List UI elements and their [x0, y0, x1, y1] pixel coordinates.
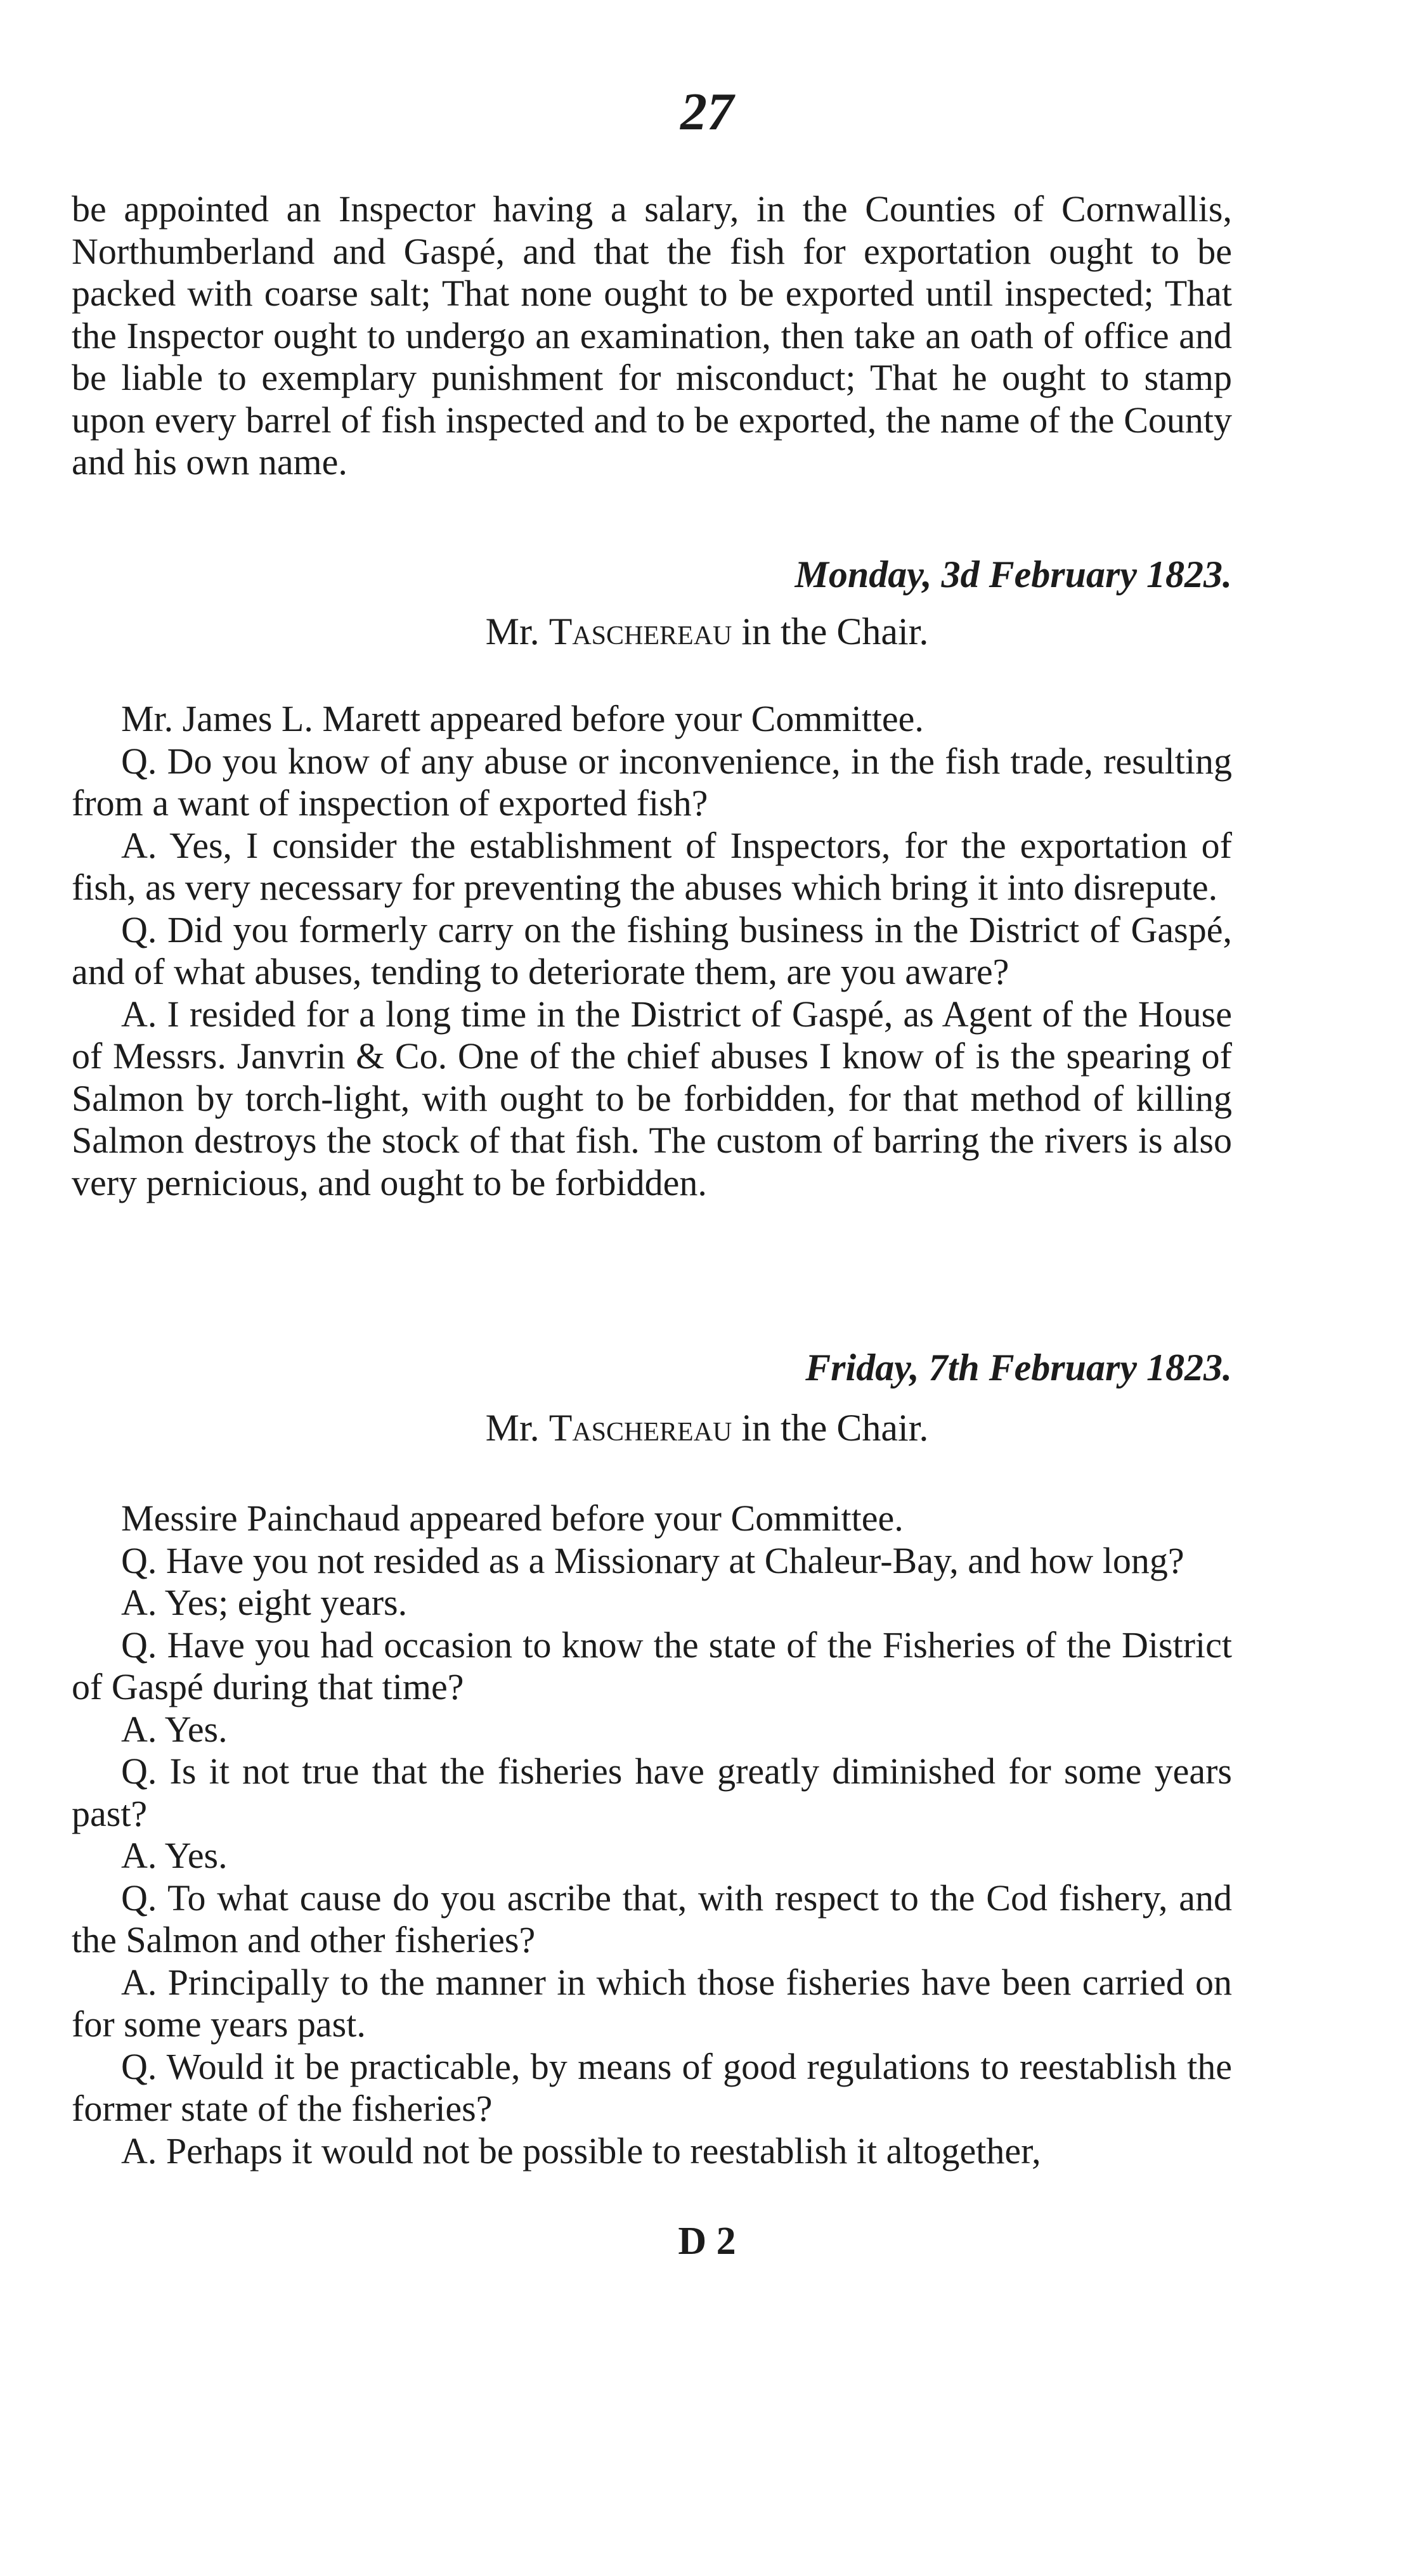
testimony-paragraph: A. Yes; eight years. [121, 1582, 408, 1623]
signature-mark: D 2 [678, 2220, 736, 2263]
testimony-paragraph: Q. Did you formerly carry on the fishing business in the District of Gaspé, and of what abuses, tending to deteriorate them, are you aware? [72, 909, 1232, 992]
chair-prefix: Mr. [485, 611, 549, 652]
testimony-paragraph: Mr. James L. Marett appeared before your Committee. [121, 698, 924, 739]
testimony-paragraph: A. Yes. [121, 1835, 228, 1876]
testimony-paragraph: A. Yes. [121, 1708, 228, 1750]
testimony-paragraph: Q. Have you had occasion to know the state of the Fisheries of the District of Gaspé during that time? [72, 1624, 1232, 1707]
session-monday-testimony [72, 698, 1232, 1204]
chair-suffix: in the Chair. [732, 611, 929, 652]
session-chair-friday [0, 1406, 1414, 1450]
intro-paragraph: be appointed an Inspector having a salary, in the Counties of Cornwallis, Northumberland and Gaspé, and that the fish for exportation ought to be packed with coarse salt; That none ought to be exported until inspected; That the Inspector ought to undergo an examination, then take an oath of office and be liable to exemplary punishment for misconduct; That he ought to stamp upon every barrel of fish inspected and to be exported, the name of the County and his own name. [72, 188, 1232, 482]
testimony-paragraph: A. Principally to the manner in which those fisheries have been carried on for some years past. [72, 1961, 1232, 2045]
testimony-paragraph: Messire Painchaud appeared before your Committee. [121, 1498, 904, 1539]
testimony-paragraph: Q. To what cause do you ascribe that, with respect to the Cod fishery, and the Salmon and other fisheries? [72, 1877, 1232, 1960]
page-number: 27 [680, 82, 734, 141]
testimony-paragraph: Q. Would it be practicable, by means of good regulations to reestablish the former state of the fisheries? [72, 2045, 1232, 2129]
chair-prefix: Mr. [485, 1407, 549, 1449]
chair-name: Taschereau [548, 1407, 732, 1449]
chair-suffix: in the Chair. [732, 1407, 929, 1449]
testimony-paragraph: Q. Do you know of any abuse or inconvenience, in the fish trade, resulting from a want of inspection of exported fish? [72, 740, 1232, 824]
testimony-paragraph: Q. Is it not true that the fisheries have greatly diminished for some years past? [72, 1751, 1232, 1834]
session-date-monday: Monday, 3d February 1823. [795, 553, 1232, 595]
session-chair-monday [0, 610, 1414, 654]
chair-name: Taschereau [548, 611, 732, 652]
testimony-paragraph: A. Yes, I consider the establishment of Inspectors, for the exportation of fish, as very necessary for preventing the abuses which bring it into disrepute. [72, 824, 1232, 908]
testimony-paragraph: A. I resided for a long time in the District of Gaspé, as Agent of the House of Messrs. Janvrin & Co. One of the chief abuses I know of is the spearing of Salmon by torch-light, with ought to be forbidden, for that method of killing Salmon destroys the stock of that fish. The custom of barring the rivers is also very pernicious, and ought to be forbidden. [72, 993, 1232, 1203]
testimony-paragraph: Q. Have you not resided as a Missionary at Chaleur-Bay, and how long? [121, 1539, 1184, 1581]
testimony-paragraph: A. Perhaps it would not be possible to reestablish it altogether, [121, 2130, 1041, 2171]
session-date-friday: Friday, 7th February 1823. [805, 1347, 1232, 1388]
session-friday-testimony [72, 1498, 1232, 2172]
